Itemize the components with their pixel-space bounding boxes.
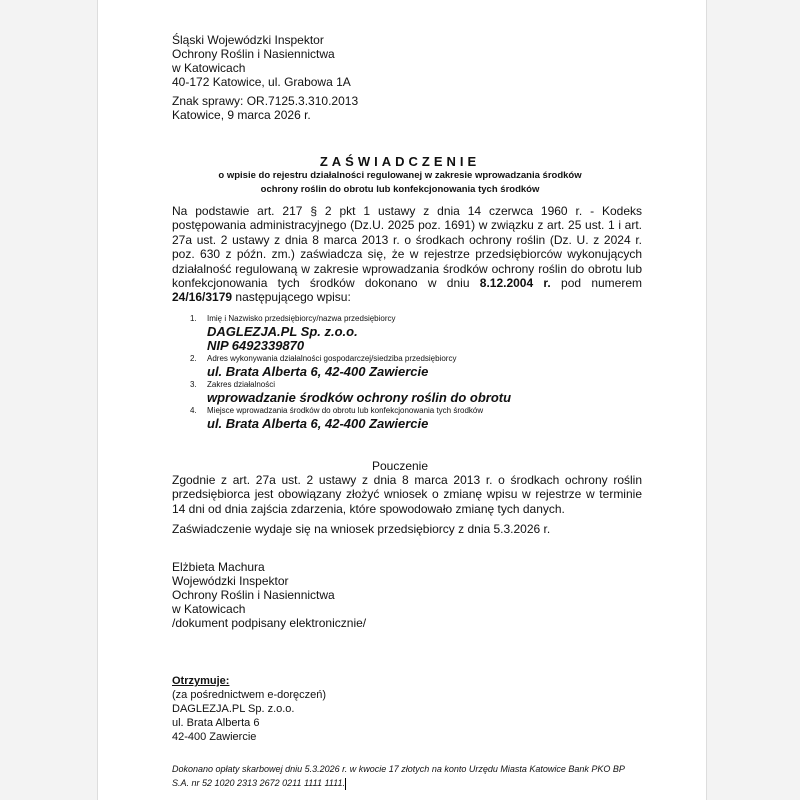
signature-line: w Katowicach [172,602,246,617]
entry-list [172,313,642,431]
item-label: Imię i Nazwisko przedsiębiorcy/nazwa przedsiębiorcy [207,313,396,323]
item-number: 1. [190,313,197,323]
item-value: NIP 6492339870 [207,337,305,353]
item-number: 4. [190,405,197,415]
fee-note-block [172,762,642,790]
item-label: Miejsce wprowadzania środków do obrotu lub konfekcjonowania tych środków [207,405,484,415]
document-subtitle: o wpisie do rejestru działalności regulowanej w zakresie wprowadzania środków [218,170,582,181]
fee-note: S.A. nr 52 1020 2313 2672 0211 1111 1111. [172,778,345,789]
document-subtitle: ochrony roślin do obrotu lub konfekcjonowania tych środków [260,184,540,195]
signature-block [172,560,642,630]
sender-line: Śląski Wojewódzki Inspektor [172,33,324,47]
recipient-line: (za pośrednictwem e-doręczeń) [172,689,327,702]
item-number: 2. [190,353,197,363]
signature-line: Ochrony Roślin i Nasiennictwa [172,588,335,603]
item-number: 3. [190,379,197,389]
recipients-heading: Otrzymuje: [172,675,230,688]
recipients-block [172,674,642,744]
sender-line: w Katowicach [172,61,246,75]
place-date: Katowice, 9 marca 2026 r. [172,108,311,122]
fee-note: Dokonano opłaty skarbowej dniu 5.3.2026 r. w kwocie 17 złotych na konto Urzędu Miasta Katowice Bank PKO BP [172,764,625,775]
item-value: wprowadzanie środków ochrony roślin do obrotu [207,389,512,405]
item-label: Adres wykonywania działalności gospodarczej/siedziba przedsiębiorcy [207,353,457,363]
intro-paragraph: Na podstawie art. 217 § 2 pkt 1 ustawy z dnia 14 czerwca 1960 r. - Kodeks postępowania administracyjnego (Dz.U. 2025 poz. 1691) w związku z art. 25 ust. 1 i art. 27a ust. 2 ustawy z dnia 8 marca 2013 r. o środkach ochrony roślin (Dz. U. z 2024 r. poz. 630 z późn. zm.) zaświadcza się, że w rejestrze przedsiębiorców wykonujących działalność regulowaną w zakresie wprowadzania środków ochrony roślin do obrotu lub konfekcjonowania tych środków dokonano w dniu 8.12.2004 r. pod numerem 24/16/3179 następującego wpisu: [172,204,643,305]
document-title: ZAŚWIADCZENIE [319,154,481,169]
sender-line: Ochrony Roślin i Nasiennictwa [172,47,335,61]
recipient-line: 42-400 Zawiercie [172,731,257,744]
notice-heading: Pouczenie [371,458,429,473]
recipient-line: ul. Brata Alberta 6 [172,717,260,730]
case-reference: Znak sprawy: OR.7125.3.310.2013 [172,94,359,108]
recipient-line: DAGLEZJA.PL Sp. z.o.o. [172,703,295,716]
signature-line: Elżbieta Machura [172,560,265,575]
text-cursor [345,778,346,790]
item-value: ul. Brata Alberta 6, 42-400 Zawiercie [207,363,429,379]
item-value: ul. Brata Alberta 6, 42-400 Zawiercie [207,415,429,431]
document-body [172,33,642,790]
sender-line: 40-172 Katowice, ul. Grabowa 1A [172,75,351,89]
signature-line: Wojewódzki Inspektor [172,574,289,589]
item-value: DAGLEZJA.PL Sp. z.o.o. [207,323,358,339]
signature-line: /dokument podpisany elektronicznie/ [172,616,367,631]
notice-text: Zgodnie z art. 27a ust. 2 ustawy z dnia 8 marca 2013 r. o środkach ochrony roślin przedsiębiorca jest obowiązany złożyć wniosek o zmianę wpisu w rejestrze w terminie 14 dni od dnia zajścia zdarzenia, które spowodowało zmianę tych danych. [172,472,642,516]
issued-note: Zaświadczenie wydaje się na wniosek przedsiębiorcy z dnia 5.3.2026 r. [172,522,551,537]
item-label: Zakres działalności [207,379,276,389]
